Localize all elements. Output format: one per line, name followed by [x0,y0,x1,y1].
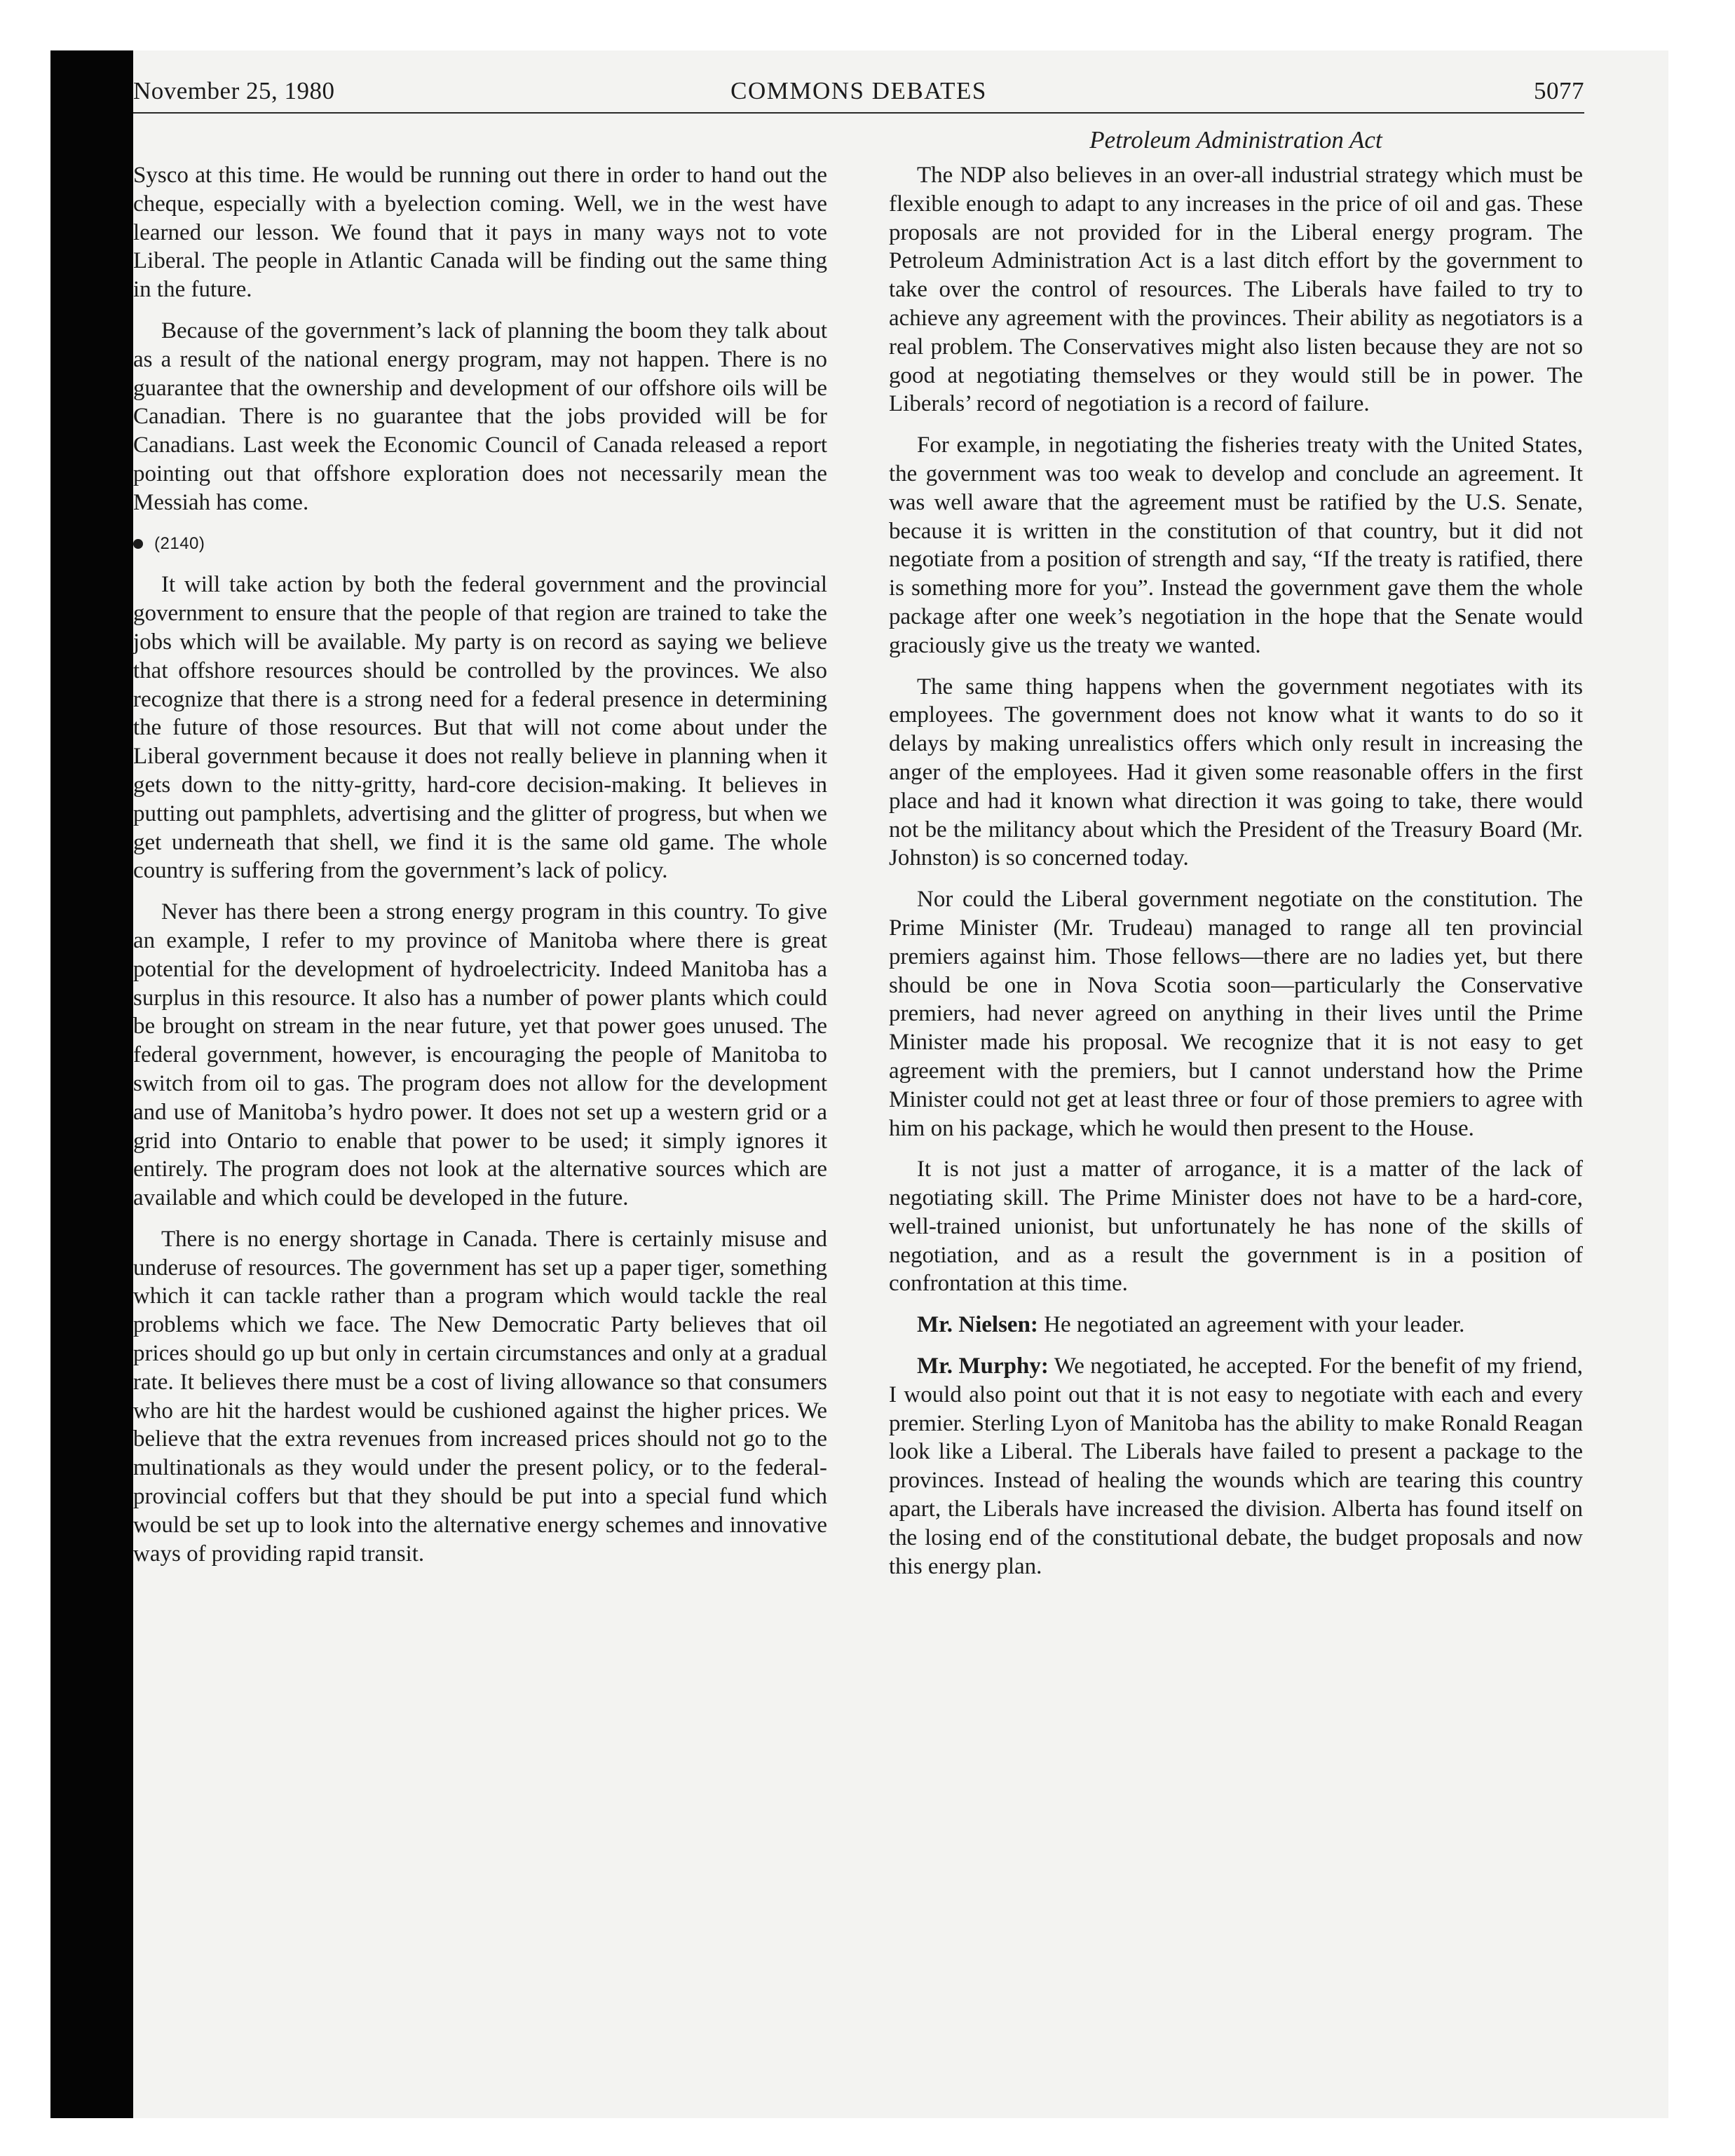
paragraph: Because of the government’s lack of planning the boom they talk about as a result of the national energy program, may not happen. There is no guarantee that the ownership and development of our offshore oils will be Canadian. There is no guarantee that the jobs provided will be for Canadians. Last week the Economic Council of Canada released a report pointing out that offshore exploration does not necessarily mean the Messiah has come. [133,318,827,515]
binding-edge [50,50,133,2118]
speech-nielsen [889,1311,1583,1339]
paragraph: Nor could the Liberal government negotiate on the constitution. The Prime Minister (Mr. Trudeau) managed to range all ten provincial premiers against him. Those fellows—there are no ladies yet, but there should be one in Nova Scotia soon—particularly the Conservative premiers, had never agreed on anything in their lives until the Prime Minister made his proposal. We recognize that it is not easy to get agreement with the premiers, but I cannot understand how the Prime Minister could not get at least three or four of those premiers to agree with him on his package, which he would then present to the House. [889,887,1583,1141]
bullet-icon [133,539,143,549]
right-column [889,161,1583,1593]
speaker-name: Mr. Murphy: [917,1353,1049,1379]
left-column [133,161,827,1581]
paragraph: Never has there been a strong energy program in this country. To give an example, I refer to my province of Manitoba where there is great potential for the development of hydroelectricity. Indeed Manitoba has a surplus in this resource. It also has a number of power plants which could be brought on stream in the near future, yet that power goes unused. The federal government, however, is encouraging the people of Manitoba to switch from oil to gas. The program does not allow for the development and use of Manitoba’s hydro power. It does not set up a western grid or a grid into Ontario to enable that power to be used; it simply ignores it entirely. The program does not look at the alternative sources which are available and which could be developed in the future. [133,899,827,1211]
time-marker-label: (2140) [154,533,205,553]
page-number: 5077 [1534,77,1584,104]
page-header [133,77,1584,111]
paragraph: The same thing happens when the government negotiates with its employees. The government does not know what it wants to do so it delays by making unrealistics offers which only result in increasing the anger of the employees. Had it given some reasonable offers in the first place and had it known what direction it was going to take, there would not be the militancy about which the President of the Treasury Board (Mr. Johnston) is so concerned today. [889,674,1583,871]
paragraph: It will take action by both the federal government and the provincial government to ensure that the people of that region are trained to take the jobs which will be available. My party is on record as saying we believe that offshore resources should be controlled by the provinces. We also recognize that there is a strong need for a federal presence in determining the future of those resources. But that will not come about under the Liberal government because it does not really believe in planning when it gets down to the nitty-gritty, hard-core decision-making. It believes in putting out pamphlets, advertising and the glitter of progress, but when we get underneath that shell, we find it is the same old game. The whole country is suffering from the government’s lack of policy. [133,572,827,884]
speech-murphy [889,1352,1583,1581]
header-rule [133,112,1584,114]
speech-text: We negotiated, he accepted. For the benefit of my friend, I would also point out that it is not easy to negotiate with each and every premier. Sterling Lyon of Manitoba has the ability to make Ronald Reagan look like a Liberal. The Liberals have failed to present a package to the provinces. Instead of healing the wounds which are tearing this country apart, the Liberals have increased the division. Alberta has found itself on the losing end of the constitutional debate, the budget proposals and now this energy plan. [889,1353,1584,1579]
paragraph: It is not just a matter of arrogance, it is a matter of the lack of negotiating skill. The Prime Minister does not have to be a hard-core, well-trained unionist, but unfortunately he has none of the skills of negotiation, and as a result the government is in a position of confrontation at this time. [889,1157,1583,1297]
paragraph: For example, in negotiating the fisheries treaty with the United States, the government was too weak to develop and conclude an agreement. It was well aware that the agreement must be ratified by the U.S. Senate, because it is written in the constitution of that country, but it did not negotiate from a position of strength and say, “If the treaty is ratified, there is something more for you”. Instead the government gave them the whole package after one week’s negotiation in the hope that the Senate would graciously give us the treaty we wanted. [889,432,1583,658]
paragraph: Sysco at this time. He would be running out there in order to hand out the cheque, especially with a byelection coming. Well, we in the west have learned our lesson. We found that it pays in many ways not to vote Liberal. The people in Atlantic Canada will be finding out the same thing in the future. [133,163,827,303]
time-marker [133,530,827,559]
running-head: Petroleum Administration Act [1089,126,1382,153]
header-title: COMMONS DEBATES [730,77,987,104]
speech-text: He negotiated an agreement with your leader. [1037,1312,1465,1338]
paragraph: The NDP also believes in an over-all industrial strategy which must be flexible enough to adapt to any increases in the price of oil and gas. These proposals are not provided for in the Liberal energy program. The Petroleum Administration Act is a last ditch effort by the government to take over the control of resources. The Liberals have failed to try to achieve any agreement with the provinces. Their ability as negotiators is a real problem. The Conservatives might also listen because they are not so good at negotiating themselves or they would still be in power. The Liberals’ record of negotiation is a record of failure. [889,163,1583,417]
header-date: November 25, 1980 [133,77,335,104]
paragraph: There is no energy shortage in Canada. There is certainly misuse and underuse of resources. The government has set up a paper tiger, something which it can tackle rather than a program which would tackle the real problems which we face. The New Democratic Party believes that oil prices should go up but only in certain circumstances and only at a gradual rate. It believes there must be a cost of living allowance so that consumers who are hit the hardest would be cushioned against the higher prices. We believe that the extra revenues from increased prices should not go to the multinationals as they would under the present policy, or to the federal-provincial coffers but that they should be put into a special fund which would be set up to look into the alternative energy schemes and innovative ways of providing rapid transit. [133,1226,827,1567]
speaker-name: Mr. Nielsen: [917,1312,1038,1338]
